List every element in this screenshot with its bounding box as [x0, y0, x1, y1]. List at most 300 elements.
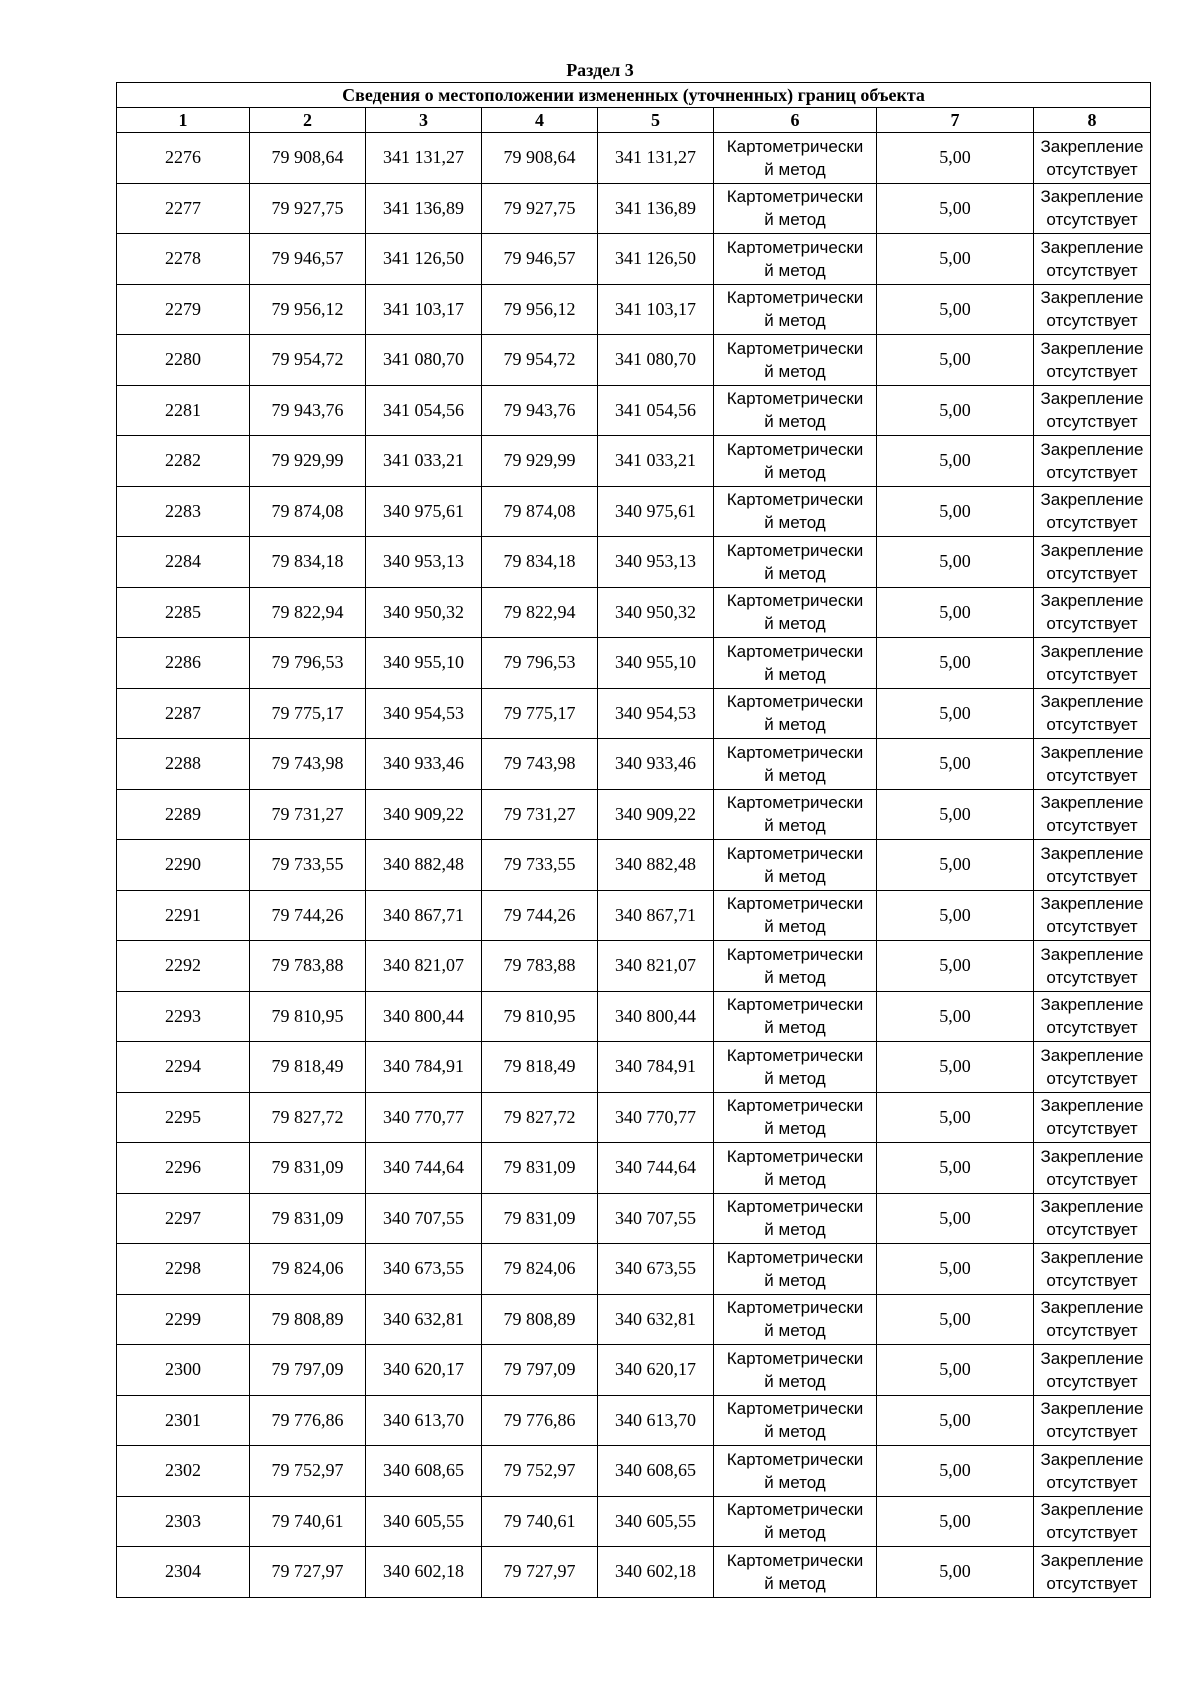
y-old-cell: 341 131,27: [366, 133, 482, 184]
x-new-cell: 79 831,09: [482, 1143, 598, 1194]
method-cell: [714, 284, 877, 335]
y-old-cell: 340 800,44: [366, 991, 482, 1042]
column-number: 6: [714, 108, 877, 133]
accuracy-cell: 5,00: [877, 1193, 1034, 1244]
fixation-cell: [1034, 486, 1151, 537]
method-line: Картометрически: [726, 944, 864, 964]
method-cell: [714, 991, 877, 1042]
x-new-cell: 79 775,17: [482, 688, 598, 739]
fixation-cell: [1034, 1143, 1151, 1194]
accuracy-cell: 5,00: [877, 789, 1034, 840]
fixation-line: Закрепление: [1040, 641, 1144, 661]
method-line: й метод: [764, 1422, 826, 1442]
column-number: 7: [877, 108, 1034, 133]
x-new-cell: 79 796,53: [482, 638, 598, 689]
method-cell: [714, 789, 877, 840]
method-line: Картометрически: [726, 742, 864, 762]
method-cell: [714, 486, 877, 537]
method-cell: [714, 234, 877, 285]
method-cell: [714, 335, 877, 386]
point-number-cell: 2291: [117, 890, 250, 941]
point-number-cell: 2292: [117, 941, 250, 992]
accuracy-cell: 5,00: [877, 133, 1034, 184]
x-new-cell: 79 908,64: [482, 133, 598, 184]
method-line: Картометрически: [726, 288, 864, 308]
fixation-line: отсутствует: [1046, 260, 1138, 280]
method-line: й метод: [764, 1573, 826, 1593]
table-row: [117, 638, 1151, 689]
fixation-line: отсутствует: [1046, 412, 1138, 432]
fixation-line: отсутствует: [1046, 210, 1138, 230]
fixation-line: отсутствует: [1046, 816, 1138, 836]
point-number-cell: 2301: [117, 1395, 250, 1446]
accuracy-cell: 5,00: [877, 1496, 1034, 1547]
y-new-cell: 340 800,44: [598, 991, 714, 1042]
method-cell: [714, 840, 877, 891]
method-line: й метод: [764, 1523, 826, 1543]
method-line: й метод: [764, 311, 826, 331]
accuracy-cell: 5,00: [877, 1092, 1034, 1143]
fixation-cell: [1034, 335, 1151, 386]
fixation-line: отсутствует: [1046, 664, 1138, 684]
table-row: [117, 1395, 1151, 1446]
accuracy-cell: 5,00: [877, 1042, 1034, 1093]
y-new-cell: 341 080,70: [598, 335, 714, 386]
method-line: Картометрически: [726, 1298, 864, 1318]
fixation-line: Закрепление: [1040, 1096, 1144, 1116]
method-line: й метод: [764, 361, 826, 381]
method-line: Картометрически: [726, 1348, 864, 1368]
table-row: [117, 537, 1151, 588]
fixation-line: Закрепление: [1040, 1045, 1144, 1065]
accuracy-cell: 5,00: [877, 1547, 1034, 1598]
method-cell: [714, 1143, 877, 1194]
fixation-line: Закрепление: [1040, 894, 1144, 914]
fixation-cell: [1034, 991, 1151, 1042]
y-new-cell: 340 950,32: [598, 587, 714, 638]
fixation-line: Закрепление: [1040, 793, 1144, 813]
fixation-line: отсутствует: [1046, 159, 1138, 179]
table-row: [117, 890, 1151, 941]
x-old-cell: 79 956,12: [250, 284, 366, 335]
method-line: Картометрически: [726, 1146, 864, 1166]
x-new-cell: 79 943,76: [482, 385, 598, 436]
fixation-line: Закрепление: [1040, 1449, 1144, 1469]
column-number: 2: [250, 108, 366, 133]
y-new-cell: 340 909,22: [598, 789, 714, 840]
y-old-cell: 340 784,91: [366, 1042, 482, 1093]
table-row: [117, 284, 1151, 335]
fixation-line: Закрепление: [1040, 843, 1144, 863]
fixation-line: отсутствует: [1046, 1270, 1138, 1290]
method-line: й метод: [764, 1270, 826, 1290]
method-line: й метод: [764, 563, 826, 583]
method-line: Картометрически: [726, 1045, 864, 1065]
x-old-cell: 79 776,86: [250, 1395, 366, 1446]
method-line: й метод: [764, 412, 826, 432]
y-new-cell: 341 131,27: [598, 133, 714, 184]
method-line: й метод: [764, 967, 826, 987]
y-old-cell: 341 080,70: [366, 335, 482, 386]
accuracy-cell: 5,00: [877, 234, 1034, 285]
fixation-line: Закрепление: [1040, 136, 1144, 156]
x-new-cell: 79 776,86: [482, 1395, 598, 1446]
y-new-cell: 340 882,48: [598, 840, 714, 891]
point-number-cell: 2304: [117, 1547, 250, 1598]
table-row: [117, 183, 1151, 234]
table-row: [117, 1092, 1151, 1143]
method-line: Картометрически: [726, 1096, 864, 1116]
accuracy-cell: 5,00: [877, 284, 1034, 335]
y-old-cell: 340 933,46: [366, 739, 482, 790]
fixation-line: отсутствует: [1046, 563, 1138, 583]
fixation-cell: [1034, 1294, 1151, 1345]
fixation-cell: [1034, 1244, 1151, 1295]
method-line: Картометрически: [726, 1399, 864, 1419]
method-line: й метод: [764, 260, 826, 280]
fixation-line: Закрепление: [1040, 540, 1144, 560]
x-new-cell: 79 827,72: [482, 1092, 598, 1143]
fixation-cell: [1034, 941, 1151, 992]
x-old-cell: 79 783,88: [250, 941, 366, 992]
method-cell: [714, 1092, 877, 1143]
method-line: й метод: [764, 1472, 826, 1492]
method-line: Картометрически: [726, 237, 864, 257]
method-line: й метод: [764, 917, 826, 937]
fixation-line: отсутствует: [1046, 715, 1138, 735]
fixation-cell: [1034, 436, 1151, 487]
y-new-cell: 340 602,18: [598, 1547, 714, 1598]
fixation-line: Закрепление: [1040, 237, 1144, 257]
fixation-line: отсутствует: [1046, 1523, 1138, 1543]
method-cell: [714, 1193, 877, 1244]
y-new-cell: 340 608,65: [598, 1446, 714, 1497]
method-line: Картометрически: [726, 641, 864, 661]
fixation-line: Закрепление: [1040, 490, 1144, 510]
fixation-cell: [1034, 284, 1151, 335]
method-line: Картометрически: [726, 187, 864, 207]
x-new-cell: 79 874,08: [482, 486, 598, 537]
y-old-cell: 340 882,48: [366, 840, 482, 891]
y-new-cell: 340 632,81: [598, 1294, 714, 1345]
x-old-cell: 79 946,57: [250, 234, 366, 285]
x-new-cell: 79 954,72: [482, 335, 598, 386]
point-number-cell: 2295: [117, 1092, 250, 1143]
method-cell: [714, 1496, 877, 1547]
fixation-cell: [1034, 537, 1151, 588]
y-old-cell: 340 975,61: [366, 486, 482, 537]
x-old-cell: 79 831,09: [250, 1143, 366, 1194]
accuracy-cell: 5,00: [877, 890, 1034, 941]
y-new-cell: 340 975,61: [598, 486, 714, 537]
fixation-cell: [1034, 1042, 1151, 1093]
x-old-cell: 79 943,76: [250, 385, 366, 436]
x-old-cell: 79 824,06: [250, 1244, 366, 1295]
y-new-cell: 340 954,53: [598, 688, 714, 739]
y-old-cell: 340 608,65: [366, 1446, 482, 1497]
method-cell: [714, 587, 877, 638]
fixation-line: Закрепление: [1040, 389, 1144, 409]
x-old-cell: 79 908,64: [250, 133, 366, 184]
method-cell: [714, 1446, 877, 1497]
x-new-cell: 79 797,09: [482, 1345, 598, 1396]
x-old-cell: 79 929,99: [250, 436, 366, 487]
method-line: й метод: [764, 210, 826, 230]
accuracy-cell: 5,00: [877, 385, 1034, 436]
accuracy-cell: 5,00: [877, 739, 1034, 790]
method-line: й метод: [764, 1018, 826, 1038]
method-cell: [714, 1294, 877, 1345]
fixation-line: Закрепление: [1040, 1146, 1144, 1166]
x-new-cell: 79 808,89: [482, 1294, 598, 1345]
method-line: й метод: [764, 462, 826, 482]
method-line: Картометрически: [726, 1197, 864, 1217]
accuracy-cell: 5,00: [877, 1446, 1034, 1497]
method-line: Картометрически: [726, 793, 864, 813]
point-number-cell: 2290: [117, 840, 250, 891]
x-new-cell: 79 824,06: [482, 1244, 598, 1295]
fixation-line: отсутствует: [1046, 1119, 1138, 1139]
table-row: [117, 1345, 1151, 1396]
point-number-cell: 2288: [117, 739, 250, 790]
method-line: Картометрически: [726, 540, 864, 560]
table-row: [117, 587, 1151, 638]
x-old-cell: 79 731,27: [250, 789, 366, 840]
accuracy-cell: 5,00: [877, 638, 1034, 689]
method-line: й метод: [764, 866, 826, 886]
x-old-cell: 79 810,95: [250, 991, 366, 1042]
table-row: [117, 1547, 1151, 1598]
x-old-cell: 79 743,98: [250, 739, 366, 790]
point-number-cell: 2276: [117, 133, 250, 184]
table-body: [117, 133, 1151, 1598]
y-old-cell: 340 613,70: [366, 1395, 482, 1446]
fixation-cell: [1034, 587, 1151, 638]
y-new-cell: 340 933,46: [598, 739, 714, 790]
y-new-cell: 340 673,55: [598, 1244, 714, 1295]
method-cell: [714, 890, 877, 941]
y-old-cell: 340 909,22: [366, 789, 482, 840]
method-line: Картометрически: [726, 591, 864, 611]
fixation-line: Закрепление: [1040, 288, 1144, 308]
method-line: й метод: [764, 816, 826, 836]
method-cell: [714, 1547, 877, 1598]
fixation-cell: [1034, 1496, 1151, 1547]
y-old-cell: 340 707,55: [366, 1193, 482, 1244]
point-number-cell: 2278: [117, 234, 250, 285]
x-old-cell: 79 834,18: [250, 537, 366, 588]
point-number-cell: 2283: [117, 486, 250, 537]
method-line: Картометрически: [726, 1247, 864, 1267]
method-cell: [714, 688, 877, 739]
x-old-cell: 79 831,09: [250, 1193, 366, 1244]
table-row: [117, 1193, 1151, 1244]
table-row: [117, 486, 1151, 537]
fixation-line: отсутствует: [1046, 1371, 1138, 1391]
fixation-line: отсутствует: [1046, 1321, 1138, 1341]
accuracy-cell: 5,00: [877, 1244, 1034, 1295]
point-number-cell: 2280: [117, 335, 250, 386]
accuracy-cell: 5,00: [877, 537, 1034, 588]
accuracy-cell: 5,00: [877, 183, 1034, 234]
fixation-cell: [1034, 890, 1151, 941]
x-old-cell: 79 954,72: [250, 335, 366, 386]
y-new-cell: 340 744,64: [598, 1143, 714, 1194]
accuracy-cell: 5,00: [877, 840, 1034, 891]
fixation-line: отсутствует: [1046, 866, 1138, 886]
y-new-cell: 341 033,21: [598, 436, 714, 487]
method-line: й метод: [764, 664, 826, 684]
y-old-cell: 340 770,77: [366, 1092, 482, 1143]
y-new-cell: 340 784,91: [598, 1042, 714, 1093]
fixation-cell: [1034, 183, 1151, 234]
fixation-line: отсутствует: [1046, 1573, 1138, 1593]
x-new-cell: 79 740,61: [482, 1496, 598, 1547]
method-line: Картометрически: [726, 389, 864, 409]
method-line: Картометрически: [726, 136, 864, 156]
y-new-cell: 340 613,70: [598, 1395, 714, 1446]
fixation-cell: [1034, 1395, 1151, 1446]
point-number-cell: 2300: [117, 1345, 250, 1396]
point-number-cell: 2284: [117, 537, 250, 588]
method-line: Картометрически: [726, 843, 864, 863]
method-cell: [714, 1345, 877, 1396]
point-number-cell: 2297: [117, 1193, 250, 1244]
accuracy-cell: 5,00: [877, 1294, 1034, 1345]
fixation-cell: [1034, 1547, 1151, 1598]
x-old-cell: 79 874,08: [250, 486, 366, 537]
point-number-cell: 2296: [117, 1143, 250, 1194]
table-row: [117, 1042, 1151, 1093]
x-new-cell: 79 783,88: [482, 941, 598, 992]
fixation-line: Закрепление: [1040, 742, 1144, 762]
x-new-cell: 79 927,75: [482, 183, 598, 234]
y-new-cell: 341 126,50: [598, 234, 714, 285]
accuracy-cell: 5,00: [877, 1395, 1034, 1446]
table-row: [117, 335, 1151, 386]
x-new-cell: 79 744,26: [482, 890, 598, 941]
y-new-cell: 341 054,56: [598, 385, 714, 436]
x-new-cell: 79 929,99: [482, 436, 598, 487]
x-new-cell: 79 731,27: [482, 789, 598, 840]
method-cell: [714, 1244, 877, 1295]
table-row: [117, 1496, 1151, 1547]
x-old-cell: 79 752,97: [250, 1446, 366, 1497]
y-old-cell: 340 744,64: [366, 1143, 482, 1194]
method-line: й метод: [764, 159, 826, 179]
table-row: [117, 1446, 1151, 1497]
column-number: 8: [1034, 108, 1151, 133]
y-old-cell: 340 632,81: [366, 1294, 482, 1345]
fixation-cell: [1034, 1092, 1151, 1143]
fixation-line: отсутствует: [1046, 311, 1138, 331]
table-row: [117, 840, 1151, 891]
table-row: [117, 1294, 1151, 1345]
method-cell: [714, 537, 877, 588]
fixation-line: отсутствует: [1046, 1169, 1138, 1189]
method-line: Картометрически: [726, 692, 864, 712]
fixation-line: отсутствует: [1046, 765, 1138, 785]
y-old-cell: 340 605,55: [366, 1496, 482, 1547]
method-line: Картометрически: [726, 1500, 864, 1520]
point-number-cell: 2299: [117, 1294, 250, 1345]
y-new-cell: 340 770,77: [598, 1092, 714, 1143]
fixation-line: отсутствует: [1046, 1068, 1138, 1088]
x-old-cell: 79 818,49: [250, 1042, 366, 1093]
x-old-cell: 79 822,94: [250, 587, 366, 638]
y-old-cell: 340 953,13: [366, 537, 482, 588]
method-line: Картометрически: [726, 894, 864, 914]
y-old-cell: 340 954,53: [366, 688, 482, 739]
table-row: [117, 991, 1151, 1042]
y-new-cell: 340 620,17: [598, 1345, 714, 1396]
method-cell: [714, 133, 877, 184]
fixation-line: Закрепление: [1040, 187, 1144, 207]
accuracy-cell: 5,00: [877, 486, 1034, 537]
table-row: [117, 789, 1151, 840]
fixation-cell: [1034, 234, 1151, 285]
point-number-cell: 2293: [117, 991, 250, 1042]
fixation-line: Закрепление: [1040, 692, 1144, 712]
x-new-cell: 79 831,09: [482, 1193, 598, 1244]
fixation-line: Закрепление: [1040, 591, 1144, 611]
method-line: й метод: [764, 1371, 826, 1391]
y-old-cell: 340 955,10: [366, 638, 482, 689]
table-row: [117, 133, 1151, 184]
fixation-line: Закрепление: [1040, 1550, 1144, 1570]
fixation-cell: [1034, 385, 1151, 436]
column-number: 3: [366, 108, 482, 133]
method-line: Картометрически: [726, 439, 864, 459]
y-new-cell: 341 136,89: [598, 183, 714, 234]
method-line: й метод: [764, 1220, 826, 1240]
y-new-cell: 340 953,13: [598, 537, 714, 588]
fixation-cell: [1034, 1193, 1151, 1244]
y-new-cell: 340 867,71: [598, 890, 714, 941]
fixation-line: Закрепление: [1040, 338, 1144, 358]
method-cell: [714, 1042, 877, 1093]
boundary-coordinates-table: [116, 82, 1151, 1598]
table-row: [117, 739, 1151, 790]
y-old-cell: 341 054,56: [366, 385, 482, 436]
x-old-cell: 79 727,97: [250, 1547, 366, 1598]
x-new-cell: 79 727,97: [482, 1547, 598, 1598]
method-line: й метод: [764, 1321, 826, 1341]
table-row: [117, 1143, 1151, 1194]
fixation-line: отсутствует: [1046, 1018, 1138, 1038]
x-old-cell: 79 827,72: [250, 1092, 366, 1143]
method-line: Картометрически: [726, 338, 864, 358]
fixation-line: отсутствует: [1046, 361, 1138, 381]
fixation-line: отсутствует: [1046, 917, 1138, 937]
y-new-cell: 341 103,17: [598, 284, 714, 335]
point-number-cell: 2298: [117, 1244, 250, 1295]
method-line: й метод: [764, 765, 826, 785]
column-number: 1: [117, 108, 250, 133]
fixation-line: Закрепление: [1040, 1348, 1144, 1368]
y-new-cell: 340 605,55: [598, 1496, 714, 1547]
fixation-line: отсутствует: [1046, 513, 1138, 533]
point-number-cell: 2303: [117, 1496, 250, 1547]
y-old-cell: 341 103,17: [366, 284, 482, 335]
accuracy-cell: 5,00: [877, 436, 1034, 487]
x-new-cell: 79 752,97: [482, 1446, 598, 1497]
table-row: [117, 688, 1151, 739]
x-new-cell: 79 818,49: [482, 1042, 598, 1093]
x-old-cell: 79 740,61: [250, 1496, 366, 1547]
accuracy-cell: 5,00: [877, 941, 1034, 992]
x-new-cell: 79 946,57: [482, 234, 598, 285]
